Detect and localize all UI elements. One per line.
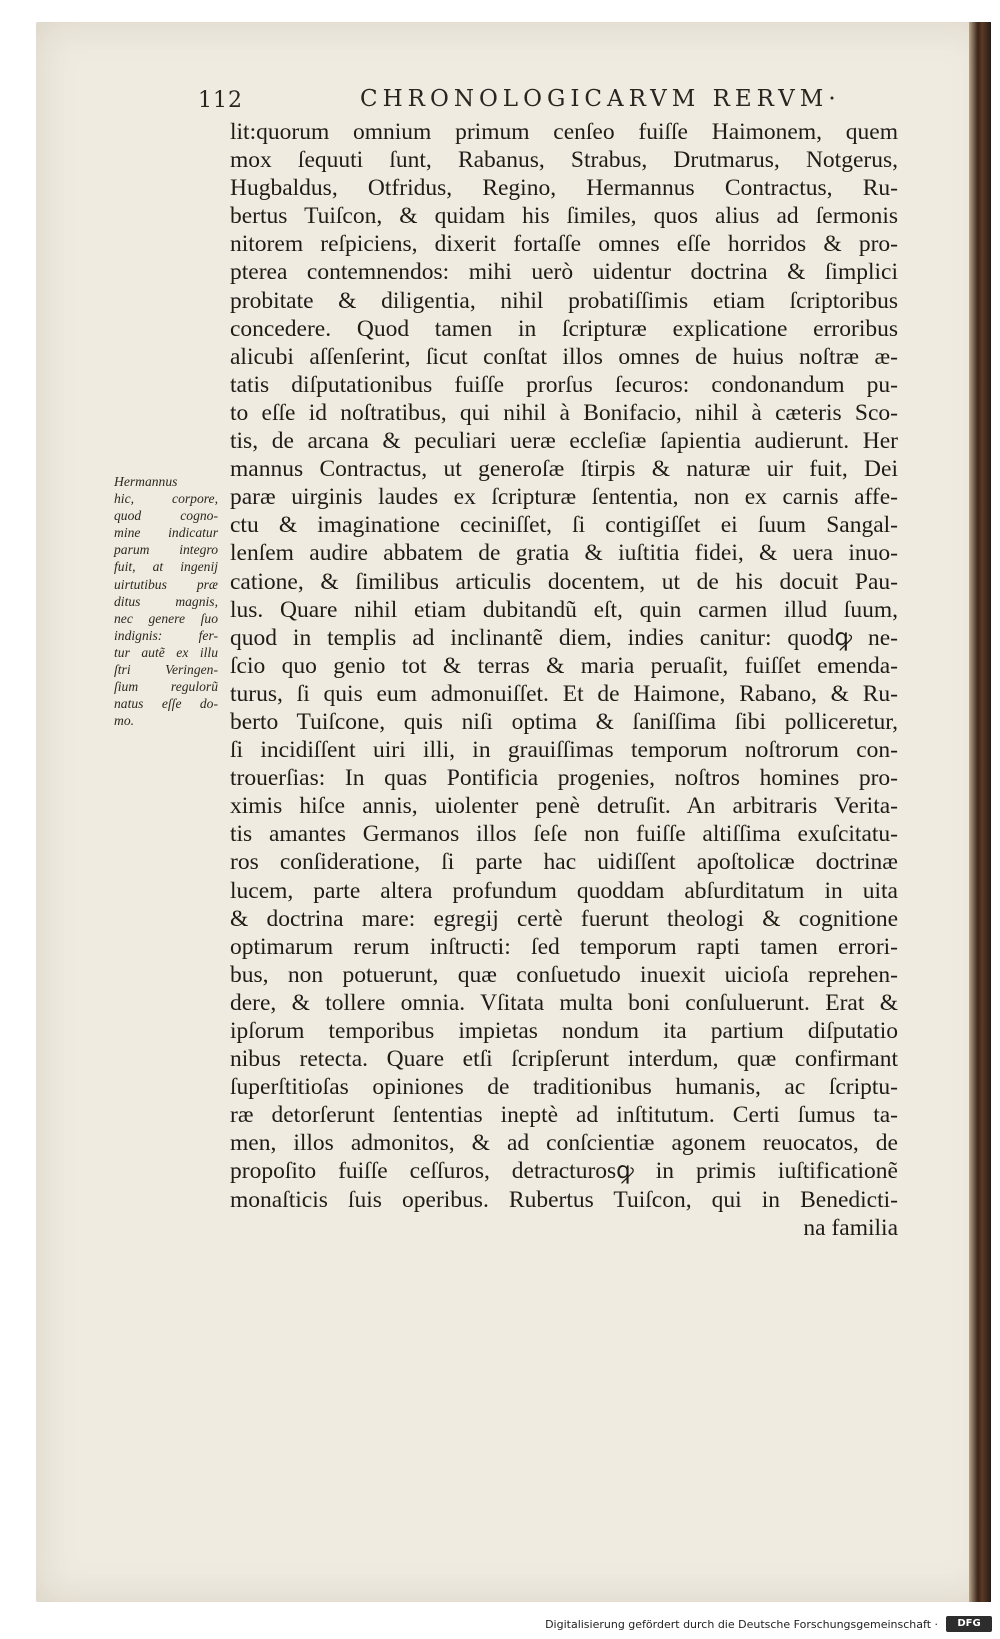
text-line: ſi incidiſſent uiri illi, in grauiſſimas temporum noſtrorum con- [230,737,898,764]
marginal-note-line: ſium regulorũ [114,679,218,695]
text-line: tatis diſputationibus fuiſſe prorſus ſecuros: condonandum pu- [230,371,898,398]
marginal-note-line: fuit, at ingenij [114,559,218,575]
text-line: to eſſe id noſtratibus, qui nihil à Bonifacio, nihil à cæteris Sco- [230,399,898,426]
text-line: nibus retecta. Quare etſi ſcripſerunt interdum, quæ confirmant [230,1046,898,1073]
text-line: optimarum rerum inſtructi: ſed temporum rapti tamen errori- [230,933,898,960]
text-line: turus, ſi quis eum admonuiſſet. Et de Haimone, Rabano, & Ru- [230,680,898,707]
funding-credit: Digitalisierung gefördert durch die Deutsche Forschungsgemeinschaft · [545,1618,938,1631]
marginal-note [114,473,218,729]
marginal-note-line: nec genere ſuo [114,610,218,626]
marginal-note-line: mo. [114,713,135,729]
text-line: pterea contemnendos: mihi uerò uidentur doctrina & ſimplici [230,259,898,286]
marginal-note-line: natus eſſe do- [114,696,218,712]
text-line: mannus Contractus, ut generoſæ ſtirpis & naturæ uir fuit, Dei [230,456,898,483]
book-spine-edge [969,22,991,1602]
text-line: tis, de arcana & peculiari ueræ eccleſiæ ſapientia audierunt. Her [230,428,898,455]
text-line: quod in templis ad inclinantẽ diem, indies canitur: quodꝙ ne- [230,624,898,651]
marginal-note-line: uirtutibus præ [114,576,218,592]
marginal-note-line: mine indicatur [114,525,218,541]
text-line: lenſem audire abbatem de gratia & iuſtitia fidei, & uera inuo- [230,540,898,567]
text-line: ſcio quo genio tot & terras & maria peruaſit, fuiſſet emenda- [230,652,898,679]
text-line: mox ſequuti ſunt, Rabanus, Strabus, Drutmarus, Notgerus, [230,147,898,174]
text-line: ræ detorſerunt ſententias ineptè ad inſtitutum. Certi ſumus ta- [230,1102,898,1129]
marginal-note-line: hic, corpore, [114,491,218,507]
marginal-note-line: tur autẽ ex illu [114,644,218,660]
text-line: ipſorum temporibus impietas nondum ita partium diſputatio [230,1018,898,1044]
text-line: nitorem reſpiciens, dixerit fortaſſe omnes eſſe horridos & pro- [230,231,898,258]
text-line: ros conſideratione, ſi parte hac uidiſſent apoſtolicæ doctrinæ [230,849,898,876]
text-line: ſuperſtitioſas opiniones de traditionibus humanis, ac ſcriptu- [230,1074,898,1101]
dfg-logo: DFG [946,1616,992,1632]
body-text [230,118,898,1242]
text-line: trouerſias: In quas Pontificia progenies, noſtros homines pro- [230,765,898,792]
text-line: probitate & diligentia, nihil probatiſſimis etiam ſcriptoribus [230,287,898,314]
marginal-note-line: Hermannus [114,474,178,489]
text-line: & doctrina mare: egregij certè fuerunt theologi & cognitione [230,905,898,932]
marginal-note-line: parum integro [114,542,218,558]
text-line: paræ uirginis laudes ex ſcripturæ ſententia, non ex carnis affe- [230,484,898,511]
text-line: alicubi aſſenſerint, ſicut conſtat illos omnes de huius noſtræ æ- [230,343,898,370]
text-line: ximis hiſce annis, uiolenter penè detruſit. An arbitraris Verita- [230,793,898,820]
text-line: concedere. Quod tamen in ſcripturæ explicatione erroribus [230,315,898,342]
text-line: na familia [803,1214,898,1241]
marginal-note-line: ſtri Veringen- [114,662,218,678]
footer-bar [0,1611,1000,1639]
text-line: tis amantes Germanos illos ſeſe non fuiſſe altiſſima exuſcitatu- [230,821,898,848]
text-line: lus. Quare nihil etiam dubitandũ eſt, quin carmen illud ſuum, [230,596,898,623]
text-line: ctu & imaginatione ceciniſſet, ſi contigiſſet ei ſuum Sangal- [230,512,898,539]
text-line: berto Tuiſcone, quis niſi optima & ſaniſſima ſibi polliceretur, [230,708,898,735]
text-line: monaſticis ſuis operibus. Rubertus Tuiſcon, qui in Benedicti- [230,1186,898,1213]
text-line: bertus Tuiſcon, & quidam his ſimiles, quos alius ad ſermonis [230,203,898,230]
page-number: 112 [198,88,243,113]
text-line: lit:quorum omnium primum cenſeo fuiſſe Haimonem, quem [230,119,898,145]
running-title: CHRONOLOGICARVM RERVM· [360,86,841,112]
text-line: catione, & ſimilibus articulis docentem, ut de his docuit Pau- [230,568,898,595]
marginal-note-line: quod cogno- [114,508,218,524]
text-line: Hugbaldus, Otfridus, Regino, Hermannus Contractus, Ru- [230,175,898,202]
text-line: dere, & tollere omnia. Vſitata multa boni conſuluerunt. Erat & [230,989,898,1016]
marginal-note-line: indignis: fer- [114,627,218,643]
text-line: lucem, parte altera profundum quoddam abſurditatum in uita [230,877,898,904]
text-line: bus, non potuerunt, quæ conſuetudo inuexit uicioſa reprehen- [230,961,898,988]
text-line: men, illos admonitos, & ad conſcientiæ agonem reuocatos, de [230,1130,898,1157]
text-line: propoſito fuiſſe ceſſuros, detracturosꝙ in primis iuſtificationẽ [230,1158,898,1185]
marginal-note-line: ditus magnis, [114,593,218,609]
